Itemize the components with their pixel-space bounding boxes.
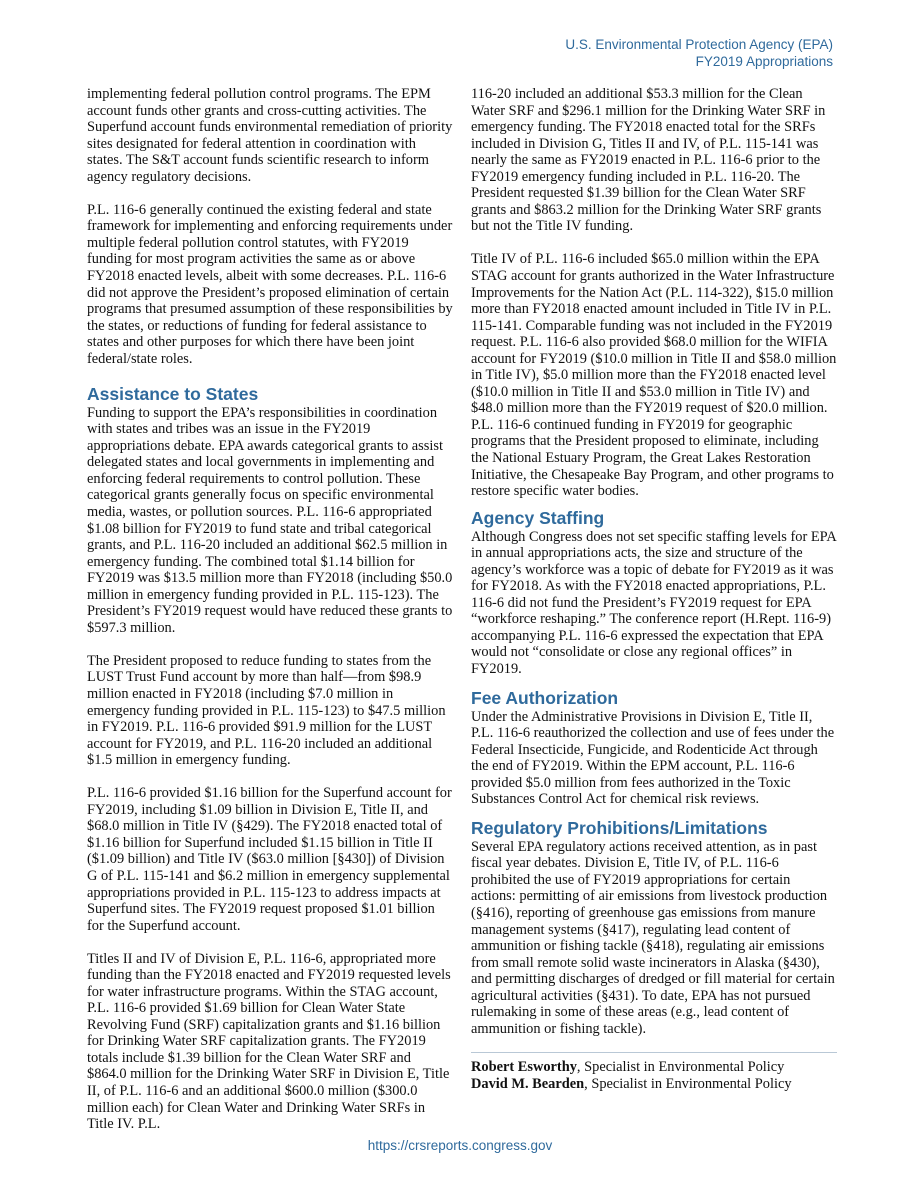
- paragraph: Titles II and IV of Division E, P.L. 116-6, appropriated more funding than the FY2018 enacted and FY2019 requested levels for water infrastructure programs. Within the STAG account, P.L. 116-6 provided $1.69 billion for Clean Water State Revolving Fund (SRF) capitalization grants and $1.16 billion for Drinking Water SRF capitalization grants. The FY2019 totals include $1.39 billion for the Clean Water SRF and $864.0 million for the Drinking Water SRF in Division E, Title II, of P.L. 116-6 and an additional $600.0 million ($300.0 million each) for Clean Water and Drinking Water SRFs in Title IV. P.L.: [87, 950, 451, 1133]
- author-name: David M. Bearden: [471, 1075, 585, 1092]
- paragraph: The President proposed to reduce funding to states from the LUST Trust Fund account by more than half—from $98.9 million enacted in FY2018 (including $7.0 million in emergency funding provided in P.L. 115-123) to $47.5 million in FY2019. P.L. 116-6 provided $91.9 million for the LUST account for FY2019, and P.L. 116-20 included an additional $1.5 million in emergency funding.: [87, 652, 446, 769]
- paragraph: Several EPA regulatory actions received attention, as in past fiscal year debates. Division E, Title IV, of P.L. 116-6 prohibited the use of FY2019 appropriations for certain actions: permitting of air emissions from livestock production (§416), reporting of greenhouse gas emissions from manure management systems (§417), regulating lead content of ammunition or fishing tackle (§418), regulating air emissions from small remote solid waste incinerators in Alaska (§430), and permitting discharges of dredged or fill material for certain agricultural activities (§431). To date, EPA has not pursued rulemaking in some of these areas (e.g., lead content of ammunition or fishing tackle).: [471, 838, 835, 1037]
- author-title: , Specialist in Environmental Policy: [576, 1059, 785, 1076]
- author-title: , Specialist in Environmental Policy: [584, 1075, 792, 1092]
- author-line: [471, 1059, 837, 1076]
- paragraph: implementing federal pollution control programs. The EPM account funds other grants and cross-cutting activities. The Superfund account funds environmental remediation of priority sites designated for federal attention in coordination with states. The S&T account funds scientific research to inform agency regulatory decisions.: [87, 86, 453, 185]
- paragraph: Under the Administrative Provisions in Division E, Title II, P.L. 116-6 reauthorized the collection and use of fees under the Federal Insecticide, Fungicide, and Rodenticide Act through the end of FY2019. Within the EPM account, P.L. 116-6 provided $5.0 million from fees authorized in the Toxic Substances Control Act for chemical risk reviews.: [471, 708, 835, 808]
- paragraph: P.L. 116-6 generally continued the existing federal and state framework for implementing and enforcing requirements under multiple federal pollution control statutes, with FY2019 funding for most program activities the same as or above FY2018 enacted levels, albeit with some decreases. P.L. 116-6 did not approve the President’s proposed elimination of certain programs that presumed assumption of these responsibilities by the states, or reductions of funding for federal assistance to states and other purposes for which there have been joint federal/state roles.: [87, 201, 453, 367]
- paragraph: Title IV of P.L. 116-6 included $65.0 million within the EPA STAG account for grants authorized in the Water Infrastructure Improvements for the Nation Act (P.L. 114-322), $15.0 million more than FY2018 enacted amount included in Title IV in P.L. 115-141. Comparable funding was not included in the FY2019 request. P.L. 116-6 also provided $68.0 million for the WIFIA account for FY2019 ($10.0 million in Title II and $58.0 million in Title IV), $5.0 million more than the FY2018 enacted level ($10.0 million in Title II and $53.0 million in Title IV) and $48.0 million more than the FY2019 request of $20.0 million. P.L. 116-6 continued funding in FY2019 for geographic programs that the President proposed to eliminate, including the National Estuary Program, the Great Lakes Restoration Initiative, the Chesapeake Bay Program, and other programs to restore specific water bodies.: [471, 251, 837, 500]
- author-divider: [471, 1052, 837, 1053]
- section-heading-regulatory-prohibitions: Regulatory Prohibitions/Limitations: [471, 817, 768, 838]
- author-line: [471, 1076, 837, 1093]
- paragraph: Funding to support the EPA’s responsibilities in coordination with states and tribes was an issue in the FY2019 appropriations debate. EPA awards categorical grants to assist delegated states and local governments in implementing and enforcing federal requirements to control pollution. These categorical grants generally focus on specific environmental media, wastes, or pollution sources. P.L. 116-6 appropriated $1.08 billion for FY2019 to fund state and tribal categorical grants, and P.L. 116-20 included an additional $62.5 million in emergency funding. The combined total $1.14 billion for FY2019 was $13.5 million more than FY2018 (including $50.0 million in emergency funding provided in P.L. 115-123). The President’s FY2019 request would have reduced these grants to $597.3 million.: [87, 404, 453, 636]
- footer-link[interactable]: https://crsreports.congress.gov: [367, 1138, 553, 1153]
- report-header: [565, 36, 833, 70]
- section-heading-agency-staffing: Agency Staffing: [471, 507, 605, 528]
- paragraph: Although Congress does not set specific staffing levels for EPA in annual appropriations acts, the size and structure of the agency’s workforce was a topic of debate for FY2019 as it was for FY2018. As with the FY2018 enacted appropriations, P.L. 116-6 did not fund the President’s FY2019 request for EPA “workforce reshaping.” The conference report (H.Rept. 116-9) accompanying P.L. 116-6 expressed the expectation that EPA would not “consolidate or close any regional offices” in FY2019.: [471, 528, 836, 677]
- right-column: [471, 86, 837, 1092]
- report-agency-title: U.S. Environmental Protection Agency (EPA): [565, 37, 833, 52]
- author-name: Robert Esworthy: [471, 1059, 577, 1076]
- left-column: [87, 86, 453, 1133]
- paragraph: 116-20 included an additional $53.3 million for the Clean Water SRF and $296.1 million for the Drinking Water SRF in emergency funding. The FY2018 enacted total for the SRFs included in Division G, Titles II and IV, of P.L. 115-141 was nearly the same as FY2019 enacted in P.L. 116-6 prior to the FY2019 emergency funding included in P.L. 116-20. The President requested $1.39 billion for the Clean Water SRF grants and $863.2 million for the Drinking Water SRF grants but not the Title IV funding.: [471, 86, 826, 235]
- section-heading-assistance-to-states: Assistance to States: [87, 383, 259, 404]
- report-subtitle: FY2019 Appropriations: [695, 54, 833, 69]
- paragraph: P.L. 116-6 provided $1.16 billion for the Superfund account for FY2019, including $1.09 billion in Division E, Title II, and $68.0 million in Title IV (§429). The FY2018 enacted total of $1.16 billion for Superfund included $1.15 billion in Title II ($1.09 billion) and Title IV ($63.0 million [§430]) of Division G of P.L. 115-141 and $6.2 million in emergency supplemental appropriations provided in P.L. 115-123 to address impacts at Superfund sites. The FY2019 request proposed $1.01 billion for the Superfund account.: [87, 785, 452, 934]
- author-block: [471, 1059, 837, 1092]
- section-heading-fee-authorization: Fee Authorization: [471, 687, 619, 708]
